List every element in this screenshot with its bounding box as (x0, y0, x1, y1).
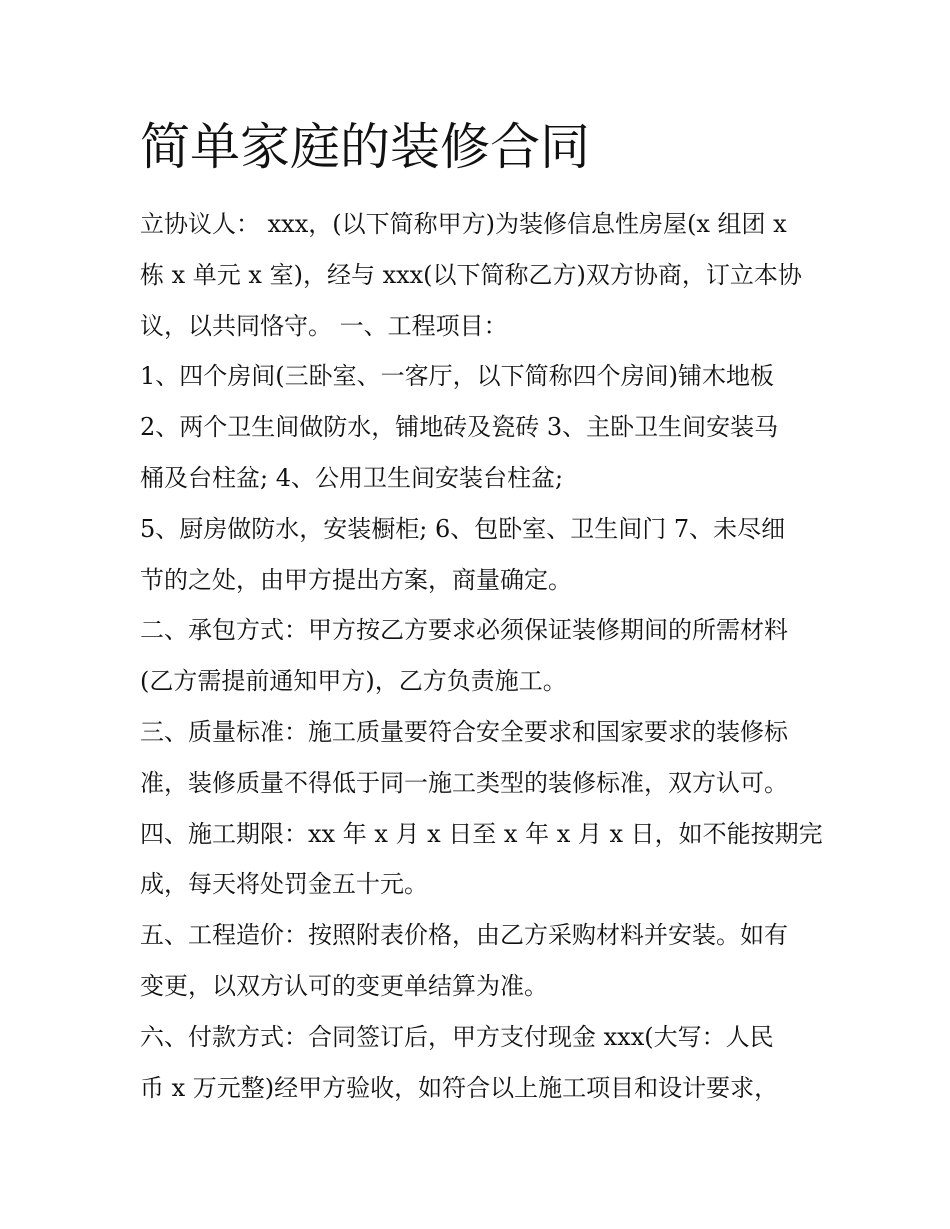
body-line: (乙方需提前通知甲方)，乙方负责施工。 (140, 667, 567, 696)
body-line: 五、工程造价：按照附表价格，由乙方采购材料并安装。如有 (140, 921, 788, 950)
body-line: 准，装修质量不得低于同一施工类型的装修标准，双方认可。 (140, 768, 788, 797)
body-line: 六、付款方式：合同签订后，甲方支付现金 xxx(大写：人民 (140, 1022, 774, 1051)
body-line: 三、质量标准：施工质量要符合安全要求和国家要求的装修标 (140, 717, 788, 746)
body-line: 节的之处，由甲方提出方案，商量确定。 (140, 565, 572, 594)
body-line: 1、四个房间(三卧室、一客厅，以下简称四个房间)铺木地板 (140, 362, 774, 391)
body-line: 四、施工期限：xx 年 x 月 x 日至 x 年 x 月 x 日，如不能按期完 (140, 819, 823, 848)
body-line: 2、两个卫生间做防水，铺地砖及瓷砖 3、主卧卫生间安装马 (140, 413, 779, 442)
body-line: 议，以共同恪守。 一、工程项目： (140, 311, 508, 340)
body-line: 币 x 万元整)经甲方验收，如符合以上施工项目和设计要求， (140, 1073, 779, 1102)
body-line: 立协议人： xxx，(以下简称甲方)为装修信息性房屋(x 组团 x (140, 210, 787, 238)
body-line: 5、厨房做防水，安装橱柜; 6、包卧室、卫生间门 7、未尽细 (140, 514, 786, 543)
document-body (140, 199, 830, 1113)
body-line: 栋 x 单元 x 室)，经与 xxx(以下简称乙方)双方协商，订立本协 (140, 260, 802, 289)
body-line: 成，每天将处罚金五十元。 (140, 870, 428, 899)
body-line: 桶及台柱盆; 4、公用卫生间安装台柱盆; (140, 463, 564, 492)
document-title: 简单家庭的装修合同 (140, 118, 590, 176)
body-line: 二、承包方式：甲方按乙方要求必须保证装修期间的所需材料 (140, 616, 788, 645)
body-line: 变更，以双方认可的变更单结算为准。 (140, 971, 548, 1000)
